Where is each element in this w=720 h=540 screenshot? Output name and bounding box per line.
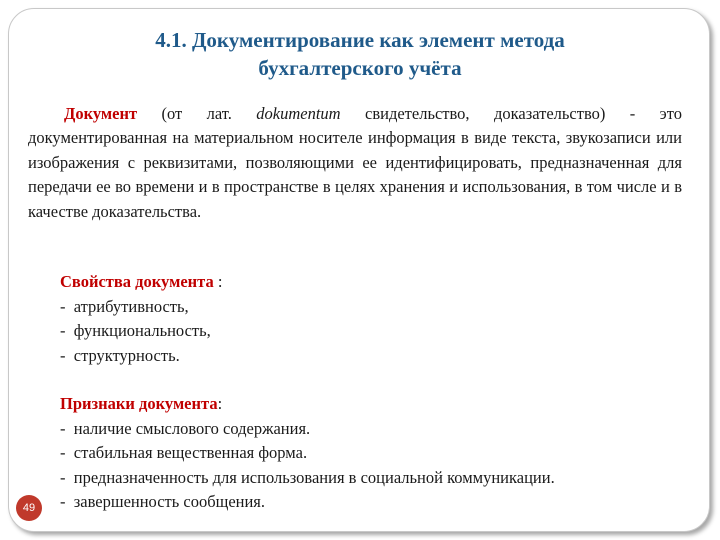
signs-list <box>60 417 555 515</box>
list-item: - функциональность, <box>60 319 222 344</box>
list-item: - завершенность сообщения. <box>60 490 555 515</box>
slide-title-line-2: бухгалтерского учёта <box>258 56 462 80</box>
properties-heading-separator: : <box>213 272 223 291</box>
signs-block <box>60 392 555 515</box>
page-number-badge: 49 <box>16 495 42 521</box>
signs-heading: Признаки документа <box>60 394 218 413</box>
slide-title <box>60 26 660 82</box>
definition-term: Документ <box>64 104 138 123</box>
properties-block <box>60 270 222 368</box>
slide-title-line-1: 4.1. Документирование как элемент метода <box>155 28 565 52</box>
signs-heading-separator: : <box>217 394 223 413</box>
properties-heading-line <box>60 270 222 295</box>
list-item: - предназначенность для использования в социальной коммуникации. <box>60 466 555 491</box>
properties-heading: Свойства документа <box>60 272 214 291</box>
definition-text: свидетельство, доказательство) - это документированная на материальном носителе информация в виде текста, звукозаписи или изображения с реквизитами, позволяющими ее идентифицировать, предназначенная для передачи ее во времени и в пространстве в целях хранения и использования, в том числе и в качестве доказательства. <box>28 104 682 221</box>
signs-heading-line <box>60 392 555 417</box>
list-item: - наличие смыслового содержания. <box>60 417 555 442</box>
definition-latin-word: dokumentum <box>256 104 341 123</box>
list-item: - атрибутивность, <box>60 295 222 320</box>
properties-list <box>60 295 222 369</box>
definition-open: (от лат. <box>137 104 257 123</box>
list-item: - структурность. <box>60 344 222 369</box>
list-item: - стабильная вещественная форма. <box>60 441 555 466</box>
definition-paragraph <box>28 102 682 224</box>
